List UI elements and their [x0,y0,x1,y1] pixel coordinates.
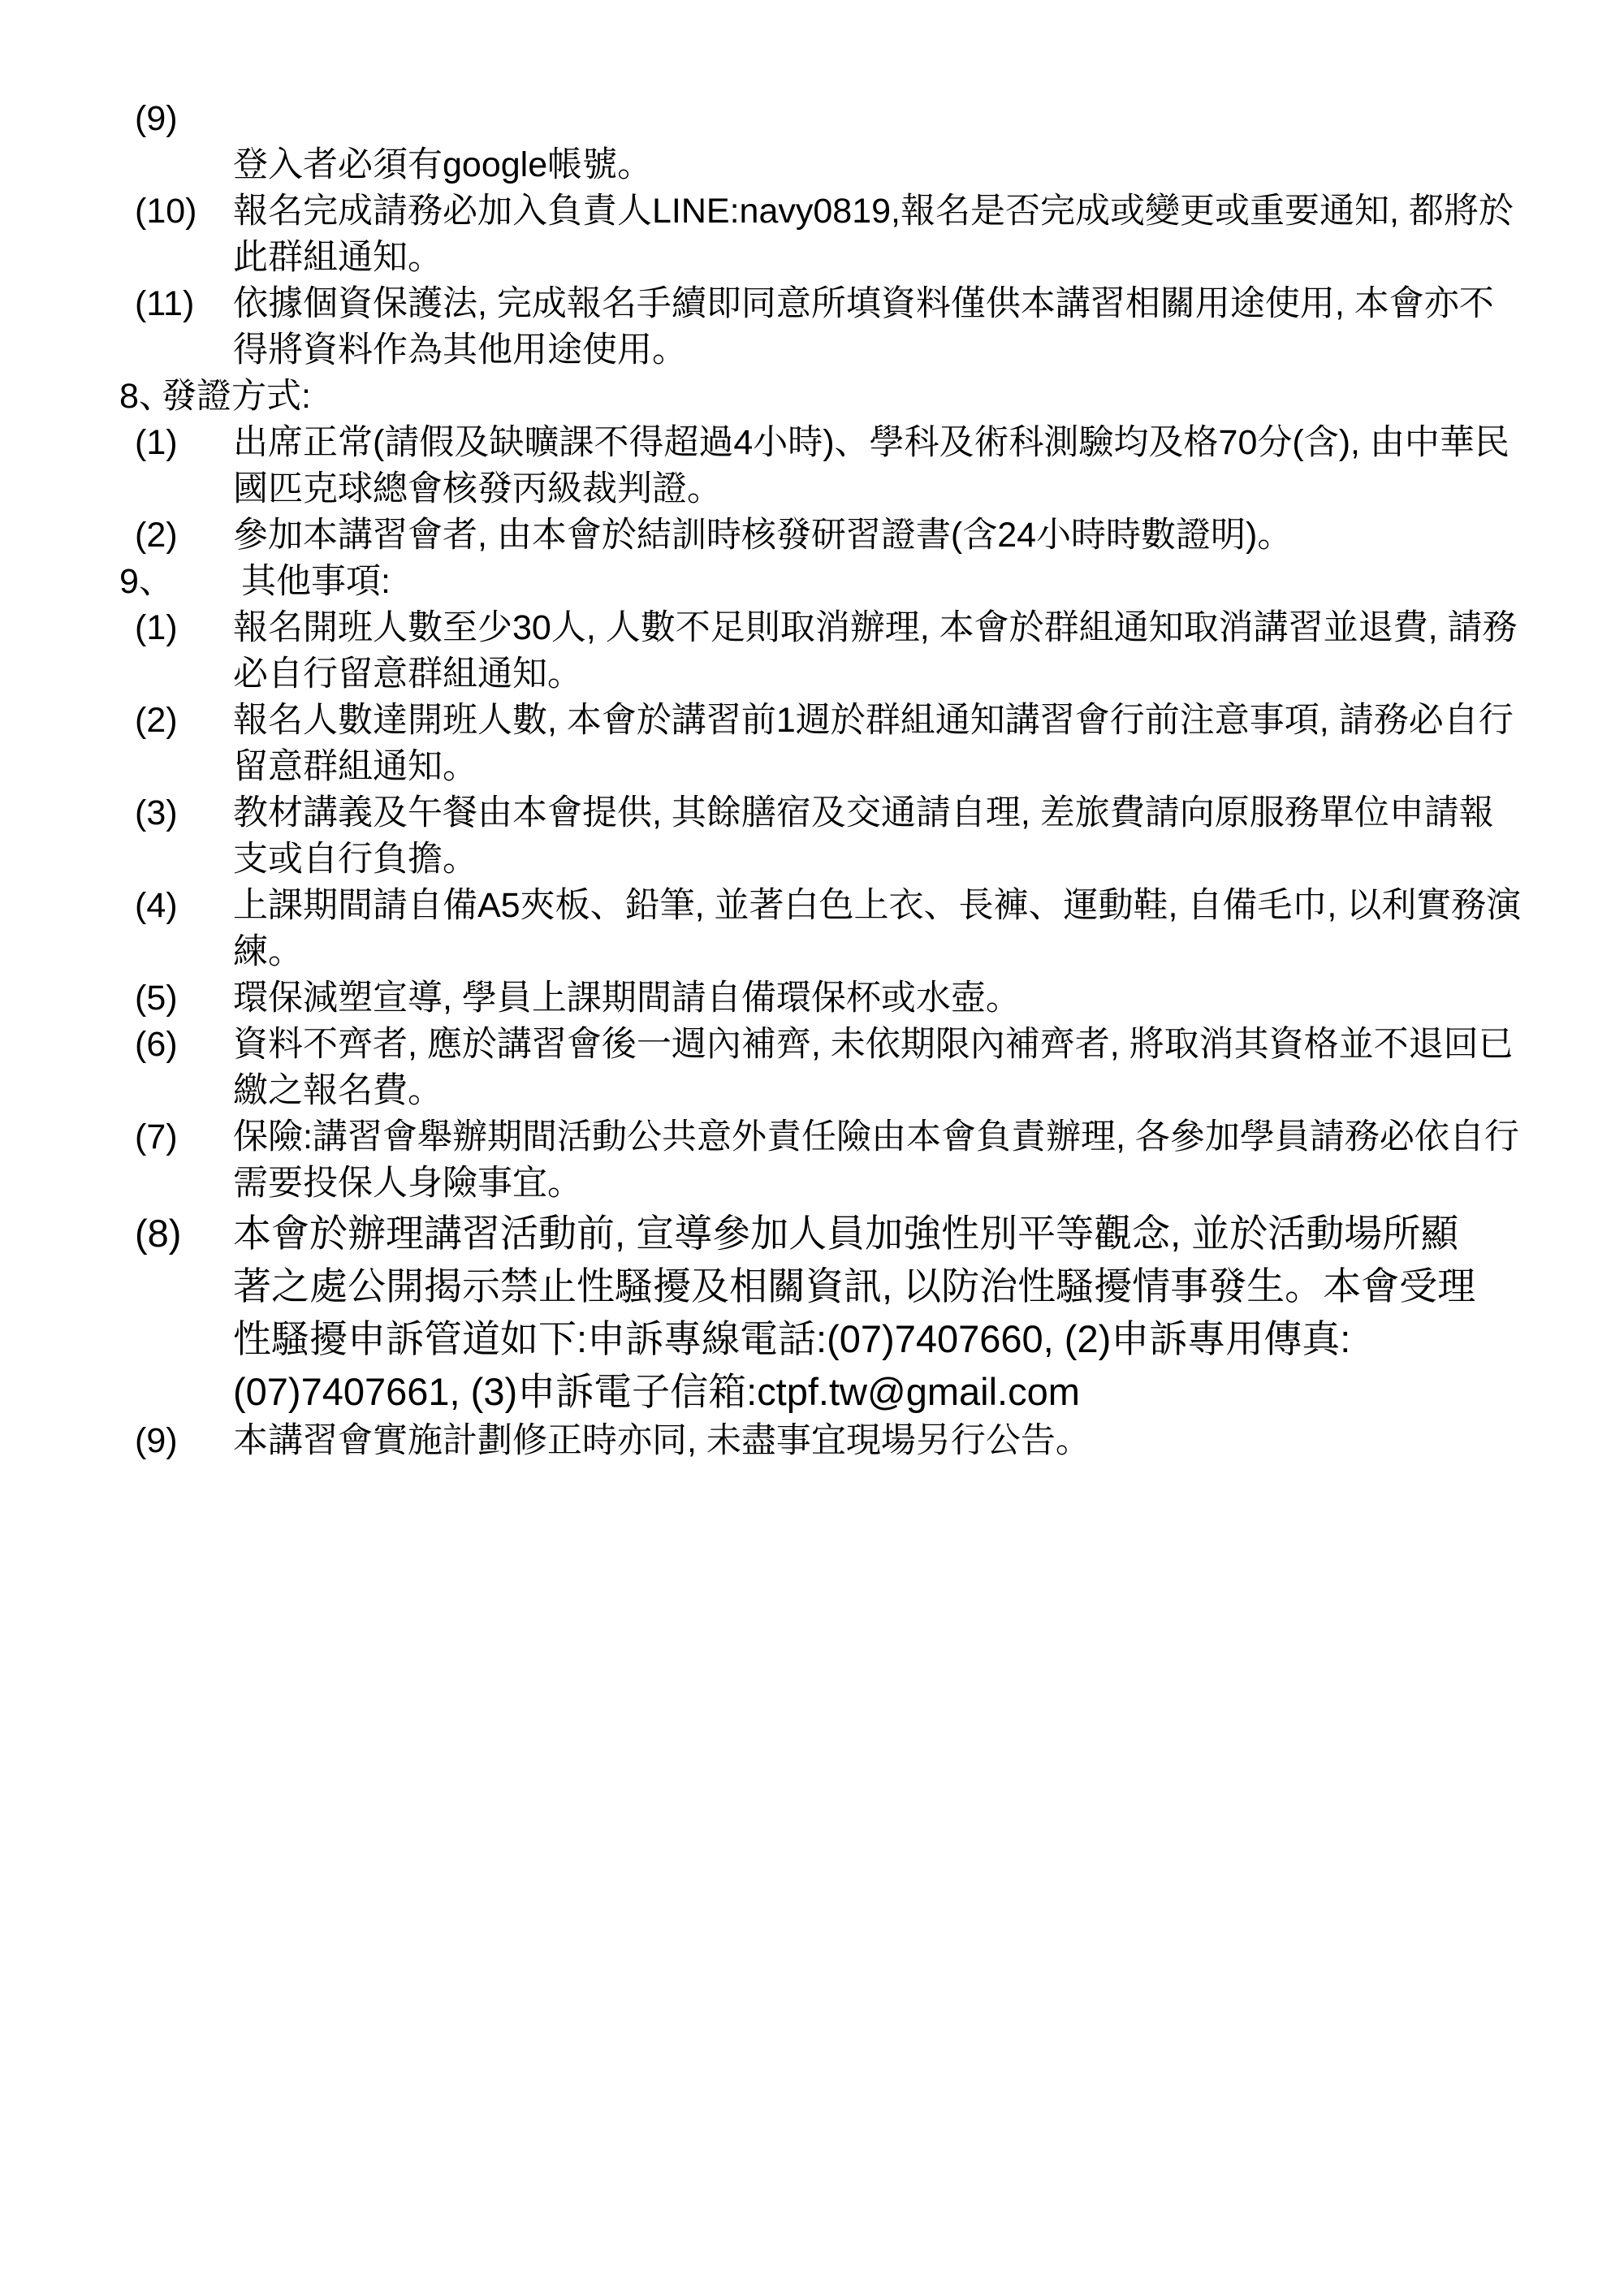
section-title: 其他事項: [241,562,391,601]
item-text: 必自行留意群組通知。 [233,655,582,694]
list-row [0,466,1624,512]
item-number: (2) [135,516,178,555]
list-row [0,281,1624,327]
item-text: 登入者必須有google帳號。 [233,145,653,184]
item-number: (9) [135,1421,178,1460]
item-text: 報名開班人數至少30人, 人數不足則取消辦理, 本會於群組通知取消講習並退費, 請務 [233,608,1518,647]
item-number: (6) [135,1025,178,1064]
section-title: 發證方式: [162,377,311,416]
item-number: (1) [135,608,178,647]
item-number: (1) [135,423,178,462]
list-row [0,96,1624,142]
list-row [0,1022,1624,1068]
list-row [0,327,1624,374]
item-number: (9) [135,99,178,138]
item-text: 需要投保人身險事宜。 [233,1164,582,1203]
item-text: 出席正常(請假及缺曠課不得超過4小時)、學科及術科測驗均及格70分(含), 由中華民 [233,423,1510,462]
item-text: 上課期間請自備A5夾板、鉛筆, 並著白色上衣、長褲、運動鞋, 自備毛巾, 以利實務演 [233,886,1522,925]
item-text: 國匹克球總會核發丙級裁判證。 [233,469,722,508]
item-number: (3) [135,793,178,832]
list-row [0,1114,1624,1160]
item-text: 練。 [233,932,303,971]
item-text: 得將資料作為其他用途使用。 [233,331,687,370]
list-row [0,744,1624,790]
list-row [0,836,1624,883]
list-row [0,1365,1624,1418]
item-text: 依據個資保護法, 完成報名手續即同意所填資料僅供本講習相關用途使用, 本會亦不 [233,284,1494,323]
item-text: 報名完成請務必加入負責人LINE:navy0819,報名是否完成或變更或重要通知, 都將於 [233,192,1514,231]
item-text: 資料不齊者, 應於講習會後一週內補齊, 未依期限內補齊者, 將取消其資格並不退回已 [233,1025,1514,1064]
list-row [0,1068,1624,1114]
item-number: (10) [135,192,197,231]
list-row [0,188,1624,235]
section-number: 9、 [119,562,174,601]
item-number: (5) [135,979,178,1018]
list-row [0,929,1624,975]
list-row [0,975,1624,1022]
list-row [0,512,1624,559]
section-row [0,559,1624,605]
item-text: 性騷擾申訴管道如下:申訴專線電話:(07)7407660, (2)申訴專用傳真: [233,1317,1351,1360]
list-row [0,651,1624,698]
item-text: (07)7407661, (3)申訴電子信箱:ctpf.tw@gmail.com [233,1370,1080,1413]
item-number: (11) [135,284,195,323]
item-text: 參加本講習會者, 由本會於結訓時核發研習證書(含24小時時數證明)。 [233,516,1293,555]
item-text: 著之處公開揭示禁止性騷擾及相關資訊, 以防治性騷擾情事發生。本會受理 [233,1264,1476,1307]
section-number: 8、 [119,377,174,416]
list-row [0,883,1624,929]
item-text: 支或自行負擔。 [233,840,477,879]
item-number: (7) [135,1117,178,1156]
list-row [0,790,1624,836]
list-row [0,698,1624,744]
list-row [0,1312,1624,1365]
item-text: 本會於辦理講習活動前, 宣導參加人員加強性別平等觀念, 並於活動場所顯 [233,1212,1459,1255]
list-row [0,1418,1624,1464]
list-row [0,235,1624,281]
list-row [0,1260,1624,1312]
section-row [0,374,1624,420]
item-text: 報名人數達開班人數, 本會於講習前1週於群組通知講習會行前注意事項, 請務必自行 [233,701,1514,740]
item-number: (8) [135,1212,182,1255]
list-row [0,1207,1624,1260]
item-text: 本講習會實施計劃修正時亦同, 未盡事宜現場另行公告。 [233,1421,1091,1460]
item-number: (2) [135,701,178,740]
list-row [0,420,1624,466]
list-row [0,605,1624,651]
item-text: 留意群組通知。 [233,747,477,786]
list-row [0,142,1624,188]
item-text: 環保減塑宣導, 學員上課期間請自備環保杯或水壺。 [233,979,1021,1018]
item-text: 教材講義及午餐由本會提供, 其餘膳宿及交通請自理, 差旅費請向原服務單位申請報 [233,793,1494,832]
item-text: 此群組通知。 [233,238,443,277]
item-number: (4) [135,886,178,925]
list-row [0,1160,1624,1207]
item-text: 繳之報名費。 [233,1071,443,1110]
item-text: 保險:講習會舉辦期間活動公共意外責任險由本會負責辦理, 各參加學員請務必依自行 [233,1117,1519,1156]
